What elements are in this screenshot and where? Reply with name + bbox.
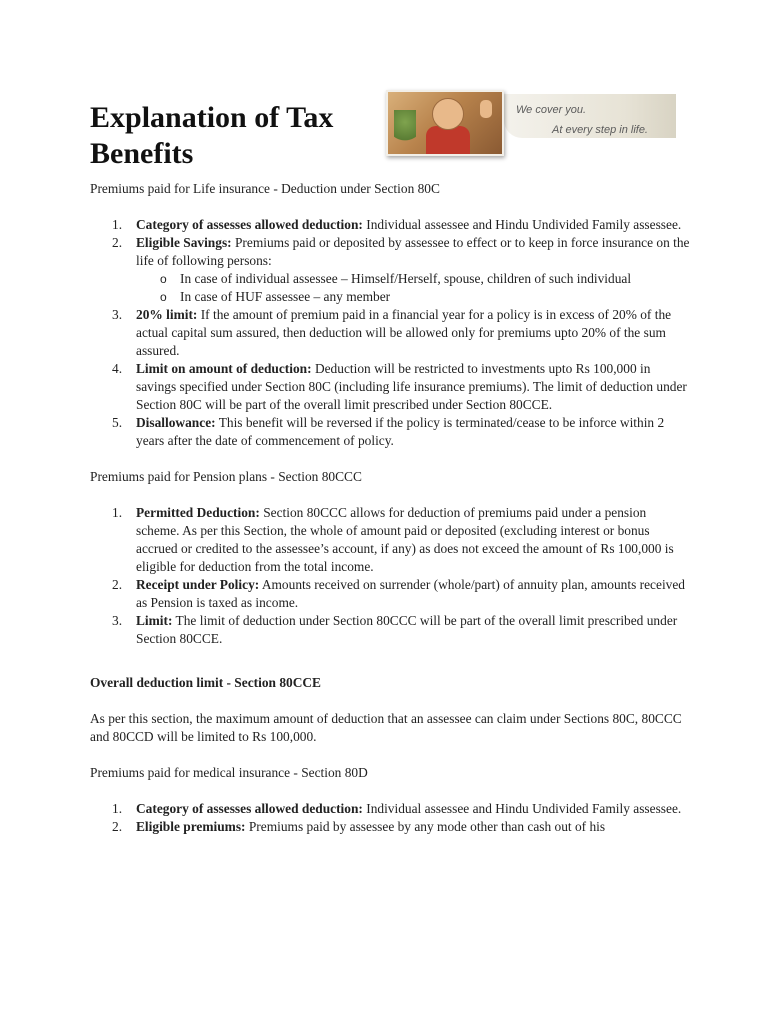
list-item-text: Premiums paid by assessee by any mode other than cash out of his	[245, 819, 606, 834]
mascot-photo	[386, 90, 504, 156]
list-item-text: If the amount of premium paid in a financial year for a policy is in excess of 20% of the actual capital sum assured, then deduction will be allowed only for premiums upto 20% of the sum assured.	[136, 307, 672, 358]
section-heading-medical: Premiums paid for medical insurance - Section 80D	[90, 765, 368, 780]
list-item-term: Receipt under Policy:	[136, 577, 260, 592]
medical-list	[90, 800, 690, 836]
list-item-number: 2.	[112, 577, 123, 592]
section-heading-overall-limit: Overall deduction limit - Section 80CCE	[90, 675, 321, 690]
list-item-text: Individual assessee and Hindu Undivided Family assessee.	[362, 217, 682, 232]
list-item-text: Section 80CCC allows for deduction of premiums paid under a pension scheme. As per this Section, the whole of amount paid or deposited (excluding interest or bonus accrued or credited to the assessee’s account, if any) as does not exceed the amount of Rs 100,000 is eligible for deduction from the total income.	[136, 505, 674, 574]
sub-list-text: In case of individual assessee – Himself/Herself, spouse, children of such individual	[180, 271, 632, 286]
overall-limit-paragraph: As per this section, the maximum amount of deduction that an assessee can claim under Sections 80C, 80CCC and 80CCD will be limited to Rs 100,000.	[90, 711, 682, 744]
sub-list-item	[160, 288, 690, 306]
list-item-term: Permitted Deduction:	[136, 505, 260, 520]
section-heading-life-insurance: Premiums paid for Life insurance - Deduction under Section 80C	[90, 181, 440, 196]
list-item-term: Limit on amount of deduction:	[136, 361, 312, 376]
list-item-text: Amounts received on surrender (whole/part) of annuity plan, amounts received as Pension is taxed as income.	[136, 577, 685, 610]
list-item-number: 4.	[112, 361, 123, 376]
banner-tagline-secondary: At every step in life.	[552, 124, 648, 136]
list-item	[112, 360, 690, 414]
list-item-term: Category of assesses allowed deduction:	[136, 217, 363, 232]
list-item-term: Disallowance:	[136, 415, 216, 430]
list-item-text: The limit of deduction under Section 80CCC will be part of the overall limit prescribed under Section 80CCE.	[136, 613, 678, 646]
list-item-number: 1.	[112, 505, 123, 520]
list-item-number: 1.	[112, 801, 123, 816]
list-item-text: Deduction will be restricted to investments upto Rs 100,000 in savings specified under Section 80C (including life insurance premiums). The limit of deduction under Section 80C will be part of the overall limit prescribed under Section 80CCE.	[136, 361, 687, 412]
list-item-term: Eligible premiums:	[136, 819, 246, 834]
document-title: Explanation of Tax Benefits	[90, 101, 334, 170]
mascot-hand-graphic	[480, 100, 492, 118]
list-item-number: 3.	[112, 307, 123, 322]
list-item	[112, 234, 690, 306]
sub-list-bullet: o	[160, 272, 167, 286]
list-item	[112, 612, 690, 648]
document-body	[90, 180, 690, 854]
list-item-number: 3.	[112, 613, 123, 628]
list-item-number: 1.	[112, 217, 123, 232]
list-item	[112, 414, 690, 450]
spacer	[90, 666, 690, 674]
list-item	[112, 818, 690, 836]
mascot-head-graphic	[432, 98, 464, 130]
list-item	[112, 306, 690, 360]
list-item-term: Limit:	[136, 613, 173, 628]
list-item-number: 2.	[112, 819, 123, 834]
plant-graphic	[394, 110, 416, 150]
pension-list	[90, 504, 690, 648]
list-item	[112, 504, 690, 576]
sub-list-bullet: o	[160, 290, 167, 304]
list-item-text: This benefit will be reversed if the policy is terminated/cease to be inforce within 2 years after the date of commencement of policy.	[136, 415, 665, 448]
life-insurance-list	[90, 216, 690, 450]
header-banner	[386, 90, 676, 158]
sub-list-item	[160, 270, 690, 288]
banner-tagline-primary: We cover you.	[516, 104, 587, 116]
list-item-text: Premiums paid or deposited by assessee to effect or to keep in force insurance on the life of following persons:	[136, 235, 690, 268]
section-heading-pension: Premiums paid for Pension plans - Section 80CCC	[90, 469, 362, 484]
list-item-number: 5.	[112, 415, 123, 430]
list-item	[112, 216, 690, 234]
list-item-term: Eligible Savings:	[136, 235, 232, 250]
mascot-body-graphic	[426, 126, 470, 156]
eligible-persons-list	[136, 270, 690, 306]
list-item-number: 2.	[112, 235, 123, 250]
sub-list-text: In case of HUF assessee – any member	[180, 289, 391, 304]
list-item-term: 20% limit:	[136, 307, 198, 322]
list-item	[112, 576, 690, 612]
list-item-term: Category of assesses allowed deduction:	[136, 801, 363, 816]
list-item	[112, 800, 690, 818]
list-item-text: Individual assessee and Hindu Undivided Family assessee.	[362, 801, 682, 816]
